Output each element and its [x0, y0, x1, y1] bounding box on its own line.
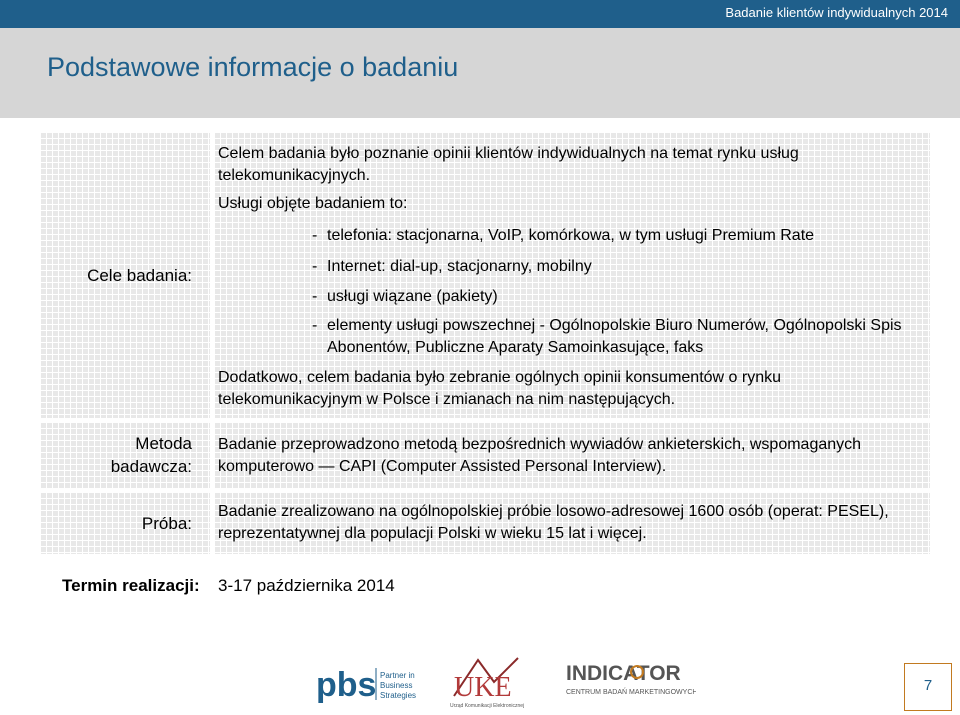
bullet-marker: -: [312, 288, 318, 305]
goals-intro: Celem badania było poznanie opinii klientów indywidualnych na temat rynku usług telekomunikacyjnych.: [218, 145, 799, 184]
page-number-box: [904, 663, 952, 711]
indicator-logo-text: INDICATOR: [566, 662, 681, 685]
pbs-logo: [316, 660, 436, 711]
method-label-cell: [40, 422, 210, 488]
slide-title: Podstawowe informacje o badaniu: [47, 52, 459, 82]
method-text: Badanie przeprowadzono metodą bezpośrednich wywiadów ankieterskich, wspomaganych komputerowo — CAPI (Computer Assisted Personal Interview).: [218, 436, 862, 475]
top-header-bar: [0, 0, 960, 28]
study-name: Badanie klientów indywidualnych 2014: [725, 5, 948, 20]
title-band: [0, 28, 960, 118]
bullet-universal-service: elementy usługi powszechnej - Ogólnopolskie Biuro Numerów, Ogólnopolski Spis Abonentów, Publiczne Aparaty Samoinkasujące, faks: [327, 317, 902, 356]
bullet-internet: Internet: dial-up, stacjonarny, mobilny: [327, 258, 592, 275]
pbs-tagline-1: Partner in: [380, 671, 415, 680]
timing-label: Termin realizacji:: [62, 576, 200, 595]
sample-text: Badanie zrealizowano na ogólnopolskiej próbie losowo-adresowej 1600 osób (operat: PESEL), reprezentatywnej dla populacji Polski w wieku 15 lat i więcej.: [218, 503, 889, 542]
method-label-line2: badawcza:: [110, 457, 192, 476]
method-label-line1: Metoda: [135, 434, 192, 453]
indicator-caption: CENTRUM BADAŃ MARKETINGOWYCH: [566, 689, 696, 696]
page-number: 7: [923, 677, 933, 694]
bullet-marker: -: [312, 258, 318, 275]
bullet-bundles: usługi wiązane (pakiety): [327, 288, 498, 305]
bullet-marker: -: [312, 317, 318, 334]
pbs-tagline-3: Strategies: [380, 691, 417, 700]
uke-logo: [448, 652, 528, 715]
pbs-logo-text: pbs: [316, 666, 377, 704]
indicator-logo: [566, 658, 696, 705]
goals-label: Cele badania:: [87, 266, 192, 285]
uke-caption: Urząd Komunikacji Elektronicznej: [450, 703, 525, 709]
bullet-marker: -: [312, 227, 318, 244]
sample-label: Próba:: [141, 514, 192, 533]
goals-additional: Dodatkowo, celem badania było zebranie ogólnych opinii konsumentów o rynku telekomunikacyjnym w Polsce i zmianach na nim następujących.: [218, 369, 781, 408]
uke-logo-text: UKE: [454, 672, 512, 703]
bullet-telephony: telefonia: stacjonarna, VoIP, komórkowa, w tym usługi Premium Rate: [327, 227, 815, 244]
services-intro: Usługi objęte badaniem to:: [218, 195, 408, 212]
pbs-tagline-2: Business: [380, 681, 413, 690]
timing-value: 3-17 października 2014: [218, 576, 395, 595]
